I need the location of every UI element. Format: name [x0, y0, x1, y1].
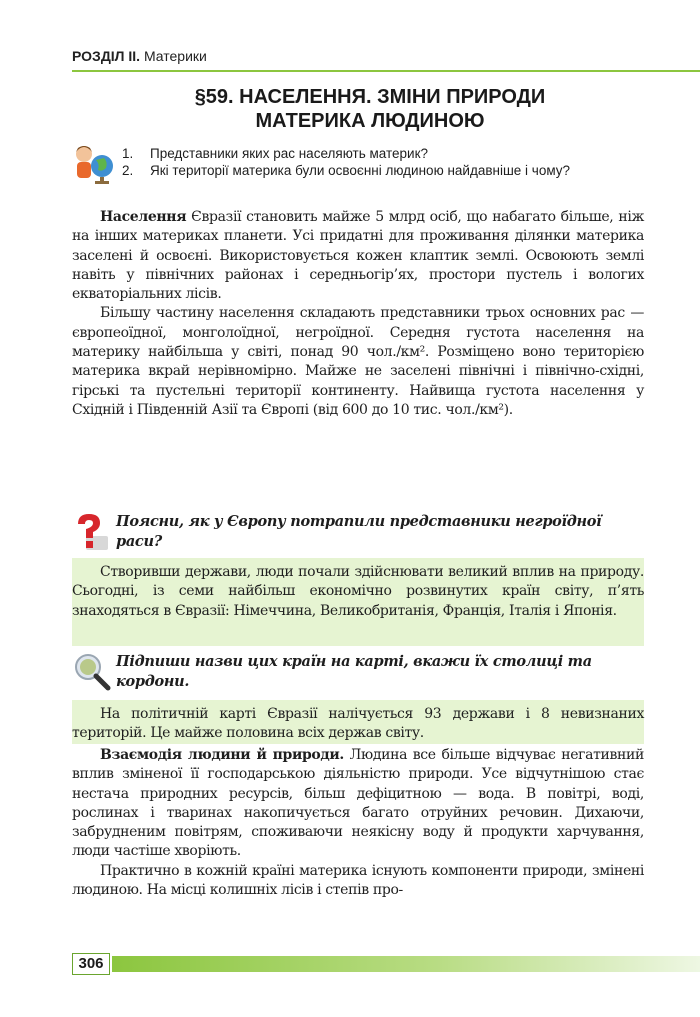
- question-item: [122, 162, 642, 179]
- lesson-questions: [122, 145, 642, 179]
- paragraph-interaction: [72, 746, 644, 862]
- section-number: РОЗДІЛ ІІ.: [72, 48, 141, 64]
- title-line-1: §59. НАСЕЛЕННЯ. ЗМІНИ ПРИРОДИ: [194, 86, 546, 108]
- paragraph-states-count: На політичній карті Євразії налічується 93 держави і 8 невизнаних територій. Це майже половина всіх держав світу.: [72, 706, 644, 742]
- question-text: Представники яких рас населяють материк?: [150, 146, 428, 161]
- paragraph-population: [72, 208, 644, 304]
- paragraph-economy: Створивши держави, люди почали здійснювати великий вплив на природу. Сьогодні, із семи найбільш економічно розвинутих країн світу, п’ять знаходяться в Євразії: Німеччина, Великобританія, Франція, Італія і Японія.: [72, 564, 644, 619]
- task-text: Підпиши назви цих країн на карті, вкажи їх столиці та кордони.: [116, 653, 592, 690]
- task-explain: [72, 512, 644, 551]
- task-map: [72, 652, 644, 691]
- page-number: 306: [72, 953, 110, 975]
- section-header: [72, 48, 700, 64]
- question-mark-icon: [72, 512, 112, 552]
- title-line-2: МАТЕРИКА ЛЮДИНОЮ: [255, 110, 485, 132]
- page-title: [100, 85, 640, 133]
- footer-bar: [112, 956, 700, 972]
- paragraph-text: Людина все більше відчуває негативний вплив зміненої її господарською діяльністю природи. Усе відчутнішою стає нестача природних ресурсів, більш дефіцитною — вода. В повітрі, воді, рослинах і тваринах накопичується багато отруйних речовин. Дихаючи, забрудненим повітрям, споживаючи неякісну воду й продукти харчування, люди частіше хворіють.: [72, 747, 644, 860]
- paragraph-text: Євразії становить майже 5 млрд осіб, що набагато більше, ніж на інших материках планети. Усі придатні для проживання ділянки материка заселені й освоєні. Використовується кожен клаптик землі. Освоюють землі навіть у північних районах і середньогір’ях, простори пустель і вологих екваторіальних лісів.: [72, 209, 644, 303]
- paragraph-races: Більшу частину населення складають представники трьох основних рас — європеоїдної, монголоїдної, негроїдної. Середня густота населення на материку найбільша у світі, понад 90 чол./км². Розміщено воно територією материка вкрай нерівномірно. Майже не заселені північні і північно-східні, гірські та пустельні території континенту. Найвища густота населення у Східній і Південній Азії та Європі (від 600 до 10 тис. чол./км²).: [72, 305, 644, 418]
- text-block-interaction: [72, 746, 644, 900]
- children-globe-icon: [72, 142, 116, 184]
- text-block-states: [72, 563, 644, 621]
- paragraph-changes: Практично в кожній країні материка існують компоненти природи, змінені людиною. На місці колишніх лісів і степів про-: [72, 862, 644, 899]
- question-item: [122, 145, 642, 162]
- section-name: Материки: [143, 48, 207, 64]
- task-text: Поясни, як у Європу потрапили представники негроїдної раси?: [116, 513, 602, 550]
- term-population: Населення: [100, 209, 187, 225]
- question-number: 2.: [122, 163, 134, 178]
- question-text: Які території материка були освоєнні людиною найдавніше і чому?: [150, 163, 571, 178]
- header-divider: [72, 70, 700, 72]
- magnifier-icon: [72, 652, 112, 692]
- text-block-countries: [72, 705, 644, 744]
- question-number: 1.: [122, 146, 134, 161]
- text-block-population: [72, 208, 644, 420]
- page-footer: [72, 953, 700, 975]
- term-interaction: Взаємодія людини й природи.: [100, 747, 344, 763]
